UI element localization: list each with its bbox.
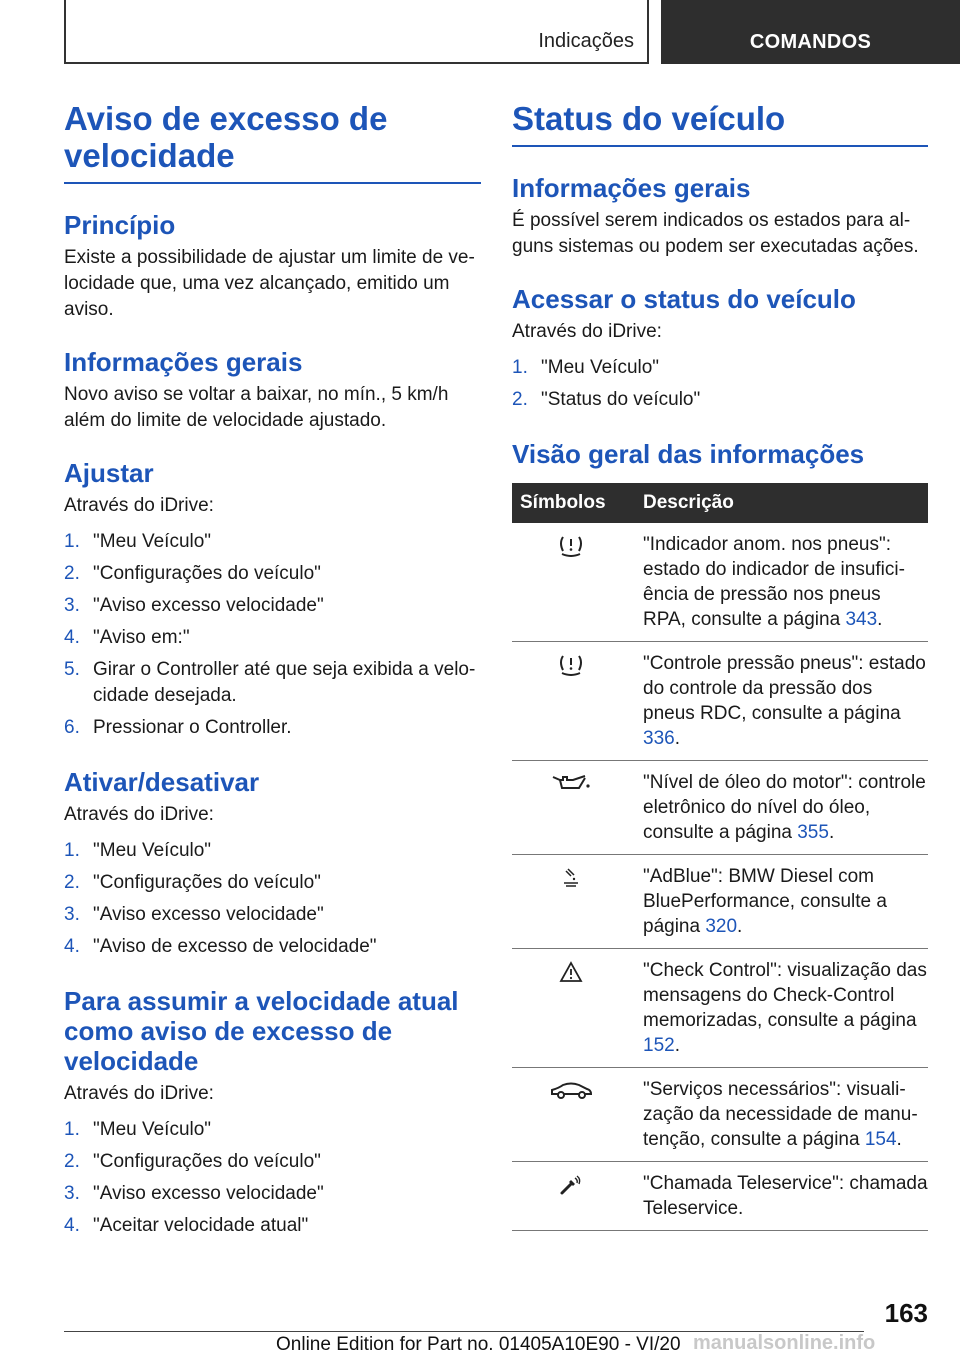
list-item: 2. "Status do veículo" (512, 389, 701, 410)
list-item: 6. Pressionar o Controller. (64, 717, 292, 738)
status-info-text: É possível serem indicados os estados para alguns sistemas ou podem ser executadas ações. (512, 210, 919, 257)
list-item: 1. "Meu Veículo" (64, 531, 212, 552)
list-item: 4. "Aceitar velocidade atual" (64, 1215, 309, 1236)
list-item: 4. "Aviso de excesso de velocidade" (64, 936, 377, 957)
page-link[interactable]: 355 (797, 822, 829, 843)
list-item: 3. "Aviso excesso velocidade" (64, 904, 324, 925)
vehicle-status-title: Status do veículo (512, 100, 928, 147)
general-info-text: Novo aviso se voltar a baixar, no mín., 5 km/h além do limite de velocidade ajustado. (64, 384, 449, 431)
page-link[interactable]: 336 (643, 728, 675, 749)
left-column (64, 100, 481, 1265)
header-section-label: Indicações (538, 30, 634, 52)
tire-pressure-control-icon (512, 651, 643, 751)
adjust-heading: Ajustar (64, 458, 154, 488)
page-link[interactable]: 152 (643, 1035, 675, 1056)
list-item: 5. Girar o Controller até que seja exibida a velocidade desejada. (64, 659, 476, 706)
list-item: 1. "Meu Veículo" (64, 840, 212, 861)
adjust-intro: Através do iDrive: (64, 495, 214, 516)
row-description: "Controle pressão pneus": estado do controle da pressão dos pneus RDC, consulte a página 336. (643, 653, 926, 749)
table-row (512, 1068, 928, 1162)
page-link[interactable]: 154 (864, 1129, 897, 1150)
footer-edition: Online Edition for Part no. 01405A10E90 - VI/20 (276, 1334, 681, 1355)
list-item: 4. "Aviso em:" (64, 627, 190, 648)
adopt-speed-intro: Através do iDrive: (64, 1083, 214, 1104)
symbols-table-header (512, 483, 928, 523)
speed-warning-title: Aviso de excesso de velocidade (64, 100, 481, 184)
principle-text: Existe a possibilidade de ajustar um limite de velocidade que, uma vez alcançado, emitido um aviso. (64, 247, 475, 320)
tire-pressure-warning-icon (512, 532, 643, 632)
access-status-steps (512, 355, 928, 413)
adjust-steps (64, 529, 481, 741)
list-item: 2. "Configurações do veículo" (64, 872, 321, 893)
adopt-speed-heading: Para assumir a velocidade atual como aviso de excesso de velocidade (64, 986, 459, 1076)
service-car-icon (512, 1077, 643, 1152)
table-row (512, 761, 928, 855)
table-row (512, 949, 928, 1068)
list-item: 2. "Configurações do veículo" (64, 563, 321, 584)
principle-heading: Princípio (64, 210, 176, 240)
page-number: 163 (884, 1298, 928, 1328)
page-link[interactable]: 320 (705, 916, 738, 937)
status-info-heading: Informações gerais (512, 173, 751, 203)
table-row (512, 1162, 928, 1231)
adblue-icon (512, 864, 643, 939)
table-row (512, 855, 928, 949)
adopt-speed-steps (64, 1117, 481, 1239)
table-row (512, 642, 928, 761)
row-description: "Indicador anom. nos pneus": estado do indicador de insuficiência de pressão nos pneus RPA, consulte a página 343. (643, 534, 905, 630)
row-description: "Nível de óleo do motor": controle eletrônico do nível do óleo, consulte a página 355. (643, 772, 926, 843)
table-row (512, 523, 928, 642)
teleservice-wrench-icon (512, 1171, 643, 1221)
page-link[interactable]: 343 (845, 609, 878, 630)
list-item: 3. "Aviso excesso velocidade" (64, 1183, 324, 1204)
activate-steps (64, 838, 481, 960)
row-description: "AdBlue": BMW Diesel com BluePerformance, consulte a página 320. (643, 866, 887, 937)
row-description: "Check Control": visualização das mensagens do Check-Control memorizadas, consulte a página 152. (643, 960, 927, 1056)
list-item: 1. "Meu Veículo" (64, 1119, 212, 1140)
activate-heading: Ativar/desativar (64, 767, 260, 797)
overview-heading: Visão geral das informações (512, 439, 865, 469)
row-description: "Chamada Teleservice": chamada Teleservice. (643, 1173, 928, 1219)
symbols-column-header: Símbolos (520, 492, 606, 513)
warning-triangle-icon (512, 958, 643, 1058)
description-column-header: Descrição (643, 492, 734, 513)
access-status-heading: Acessar o status do veículo (512, 284, 856, 314)
watermark: manualsonline.info (693, 1332, 876, 1354)
header-chapter-tab: COMANDOS (661, 0, 960, 64)
access-status-intro: Através do iDrive: (512, 321, 662, 342)
list-item: 1. "Meu Veículo" (512, 357, 660, 378)
list-item: 3. "Aviso excesso velocidade" (64, 595, 324, 616)
activate-intro: Através do iDrive: (64, 804, 214, 825)
general-info-heading: Informações gerais (64, 347, 303, 377)
oil-can-icon (512, 770, 643, 845)
row-description: "Serviços necessários": visualização da necessidade de manutenção, consulte a página 154. (643, 1079, 918, 1150)
right-column (512, 100, 928, 1231)
list-item: 2. "Configurações do veículo" (64, 1151, 321, 1172)
